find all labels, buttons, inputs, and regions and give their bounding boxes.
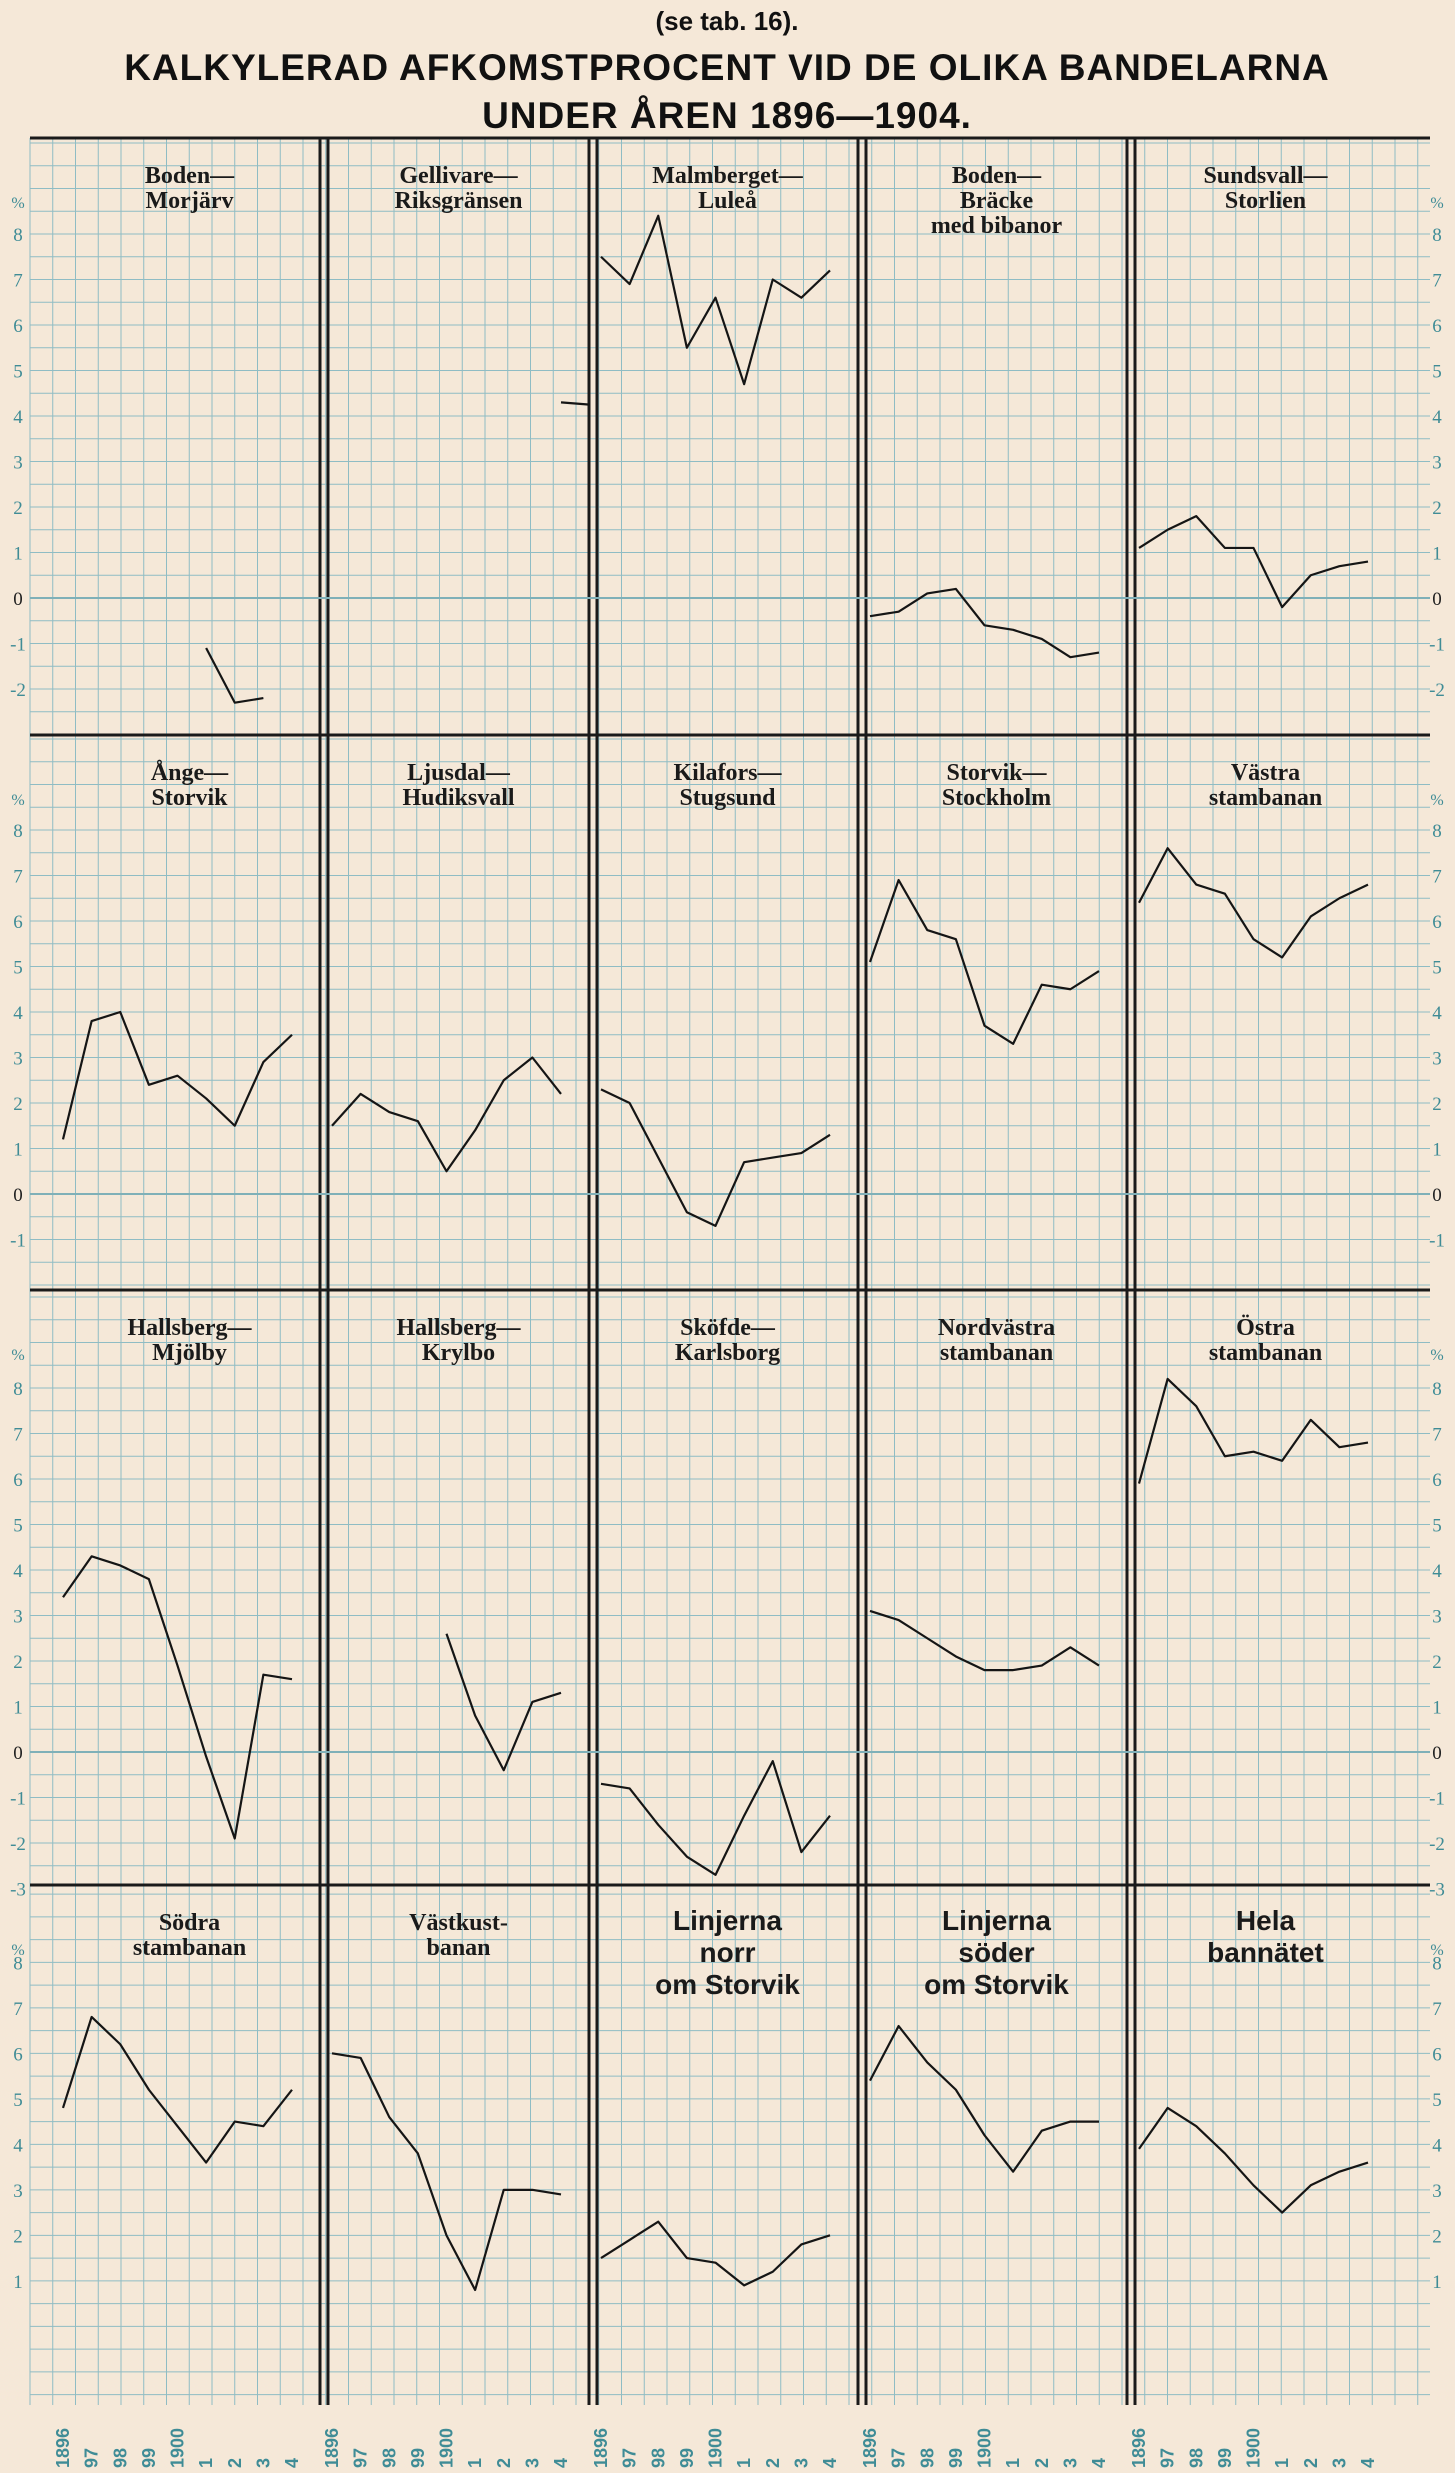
y-tick-label: 1 xyxy=(13,543,23,565)
x-tick-label: 98 xyxy=(110,2447,131,2468)
panel-title-line: söder xyxy=(958,1937,1035,1968)
grid-layer xyxy=(30,138,1430,2405)
y-tick-label: 1 xyxy=(13,1697,23,1719)
unit-label: % xyxy=(11,1942,25,1959)
panel-title-line: norr xyxy=(699,1937,756,1968)
y-tick-label: 1 xyxy=(1432,1139,1442,1161)
panel-title-line: Hudiksvall xyxy=(402,785,515,811)
y-tick-label: 6 xyxy=(1432,912,1442,933)
panel-title-line: Sundsvall— xyxy=(1203,163,1328,189)
y-tick-label: 4 xyxy=(13,1003,23,1024)
y-tick-label: 7 xyxy=(1432,1998,1442,2020)
y-tick-label: 3 xyxy=(13,2180,23,2202)
unit-label: % xyxy=(11,195,25,212)
y-tick-label: 7 xyxy=(13,1998,23,2020)
y-tick-label: 0 xyxy=(13,1743,23,1764)
y-tick-label: 8 xyxy=(13,225,23,246)
y-tick-label: 3 xyxy=(1432,452,1442,474)
y-tick-label: 4 xyxy=(1432,1003,1442,1024)
unit-label: % xyxy=(1430,195,1444,212)
x-tick-label: 1896 xyxy=(860,2427,880,2468)
x-tick-label: 1900 xyxy=(1243,2427,1264,2468)
y-tick-label: 2 xyxy=(13,1652,23,1673)
y-tick-label: 7 xyxy=(13,1424,23,1446)
panel-title-line: Storvik xyxy=(151,785,228,811)
y-tick-label: 3 xyxy=(13,1606,23,1628)
panel-title-line: bannätet xyxy=(1207,1937,1324,1968)
panel-title-line: om Storvik xyxy=(655,1969,800,2000)
x-tick-label: 99 xyxy=(407,2447,428,2468)
y-tick-label: 5 xyxy=(1432,1515,1442,1537)
x-tick-label: 4 xyxy=(551,2457,571,2468)
panel-title-line: Ljusdal— xyxy=(407,760,510,786)
panel-title-line: Hela xyxy=(1235,1905,1296,1936)
y-tick-label: 4 xyxy=(13,2135,23,2157)
x-tick-label: 1 xyxy=(1003,2457,1024,2468)
y-tick-label: -1 xyxy=(10,1788,26,1810)
y-tick-label: 5 xyxy=(13,2089,23,2111)
unit-label: % xyxy=(1430,1347,1444,1364)
panel-title-line: Nordvästra xyxy=(937,1315,1056,1341)
x-tick-label: 1 xyxy=(734,2457,755,2468)
y-tick-label: 3 xyxy=(1432,1606,1442,1628)
series-line xyxy=(1139,848,1368,957)
panel-title-line: Morjärv xyxy=(145,188,234,214)
y-tick-label: -1 xyxy=(1429,1230,1445,1252)
series-line xyxy=(332,2053,561,2290)
x-tick-label: 99 xyxy=(945,2447,966,2468)
y-tick-label: 8 xyxy=(1432,821,1442,842)
unit-label: % xyxy=(1430,1942,1444,1959)
panel-title-line: Stockholm xyxy=(941,785,1052,811)
y-tick-label: 7 xyxy=(1432,1424,1442,1446)
y-tick-label: 2 xyxy=(1432,1652,1442,1673)
x-tick-label: 99 xyxy=(676,2447,697,2468)
main-title-line-1: KALKYLERAD AFKOMSTPROCENT VID DE OLIKA BANDELARNA xyxy=(124,47,1330,88)
y-tick-label: 2 xyxy=(13,1094,23,1115)
x-tick-label: 1896 xyxy=(53,2427,73,2468)
series-line xyxy=(332,1058,561,1172)
panel-title-line: Södra xyxy=(158,1910,221,1936)
y-tick-label: -3 xyxy=(1429,1879,1445,1901)
panel-title-line: med bibanor xyxy=(930,213,1063,239)
y-tick-label: -1 xyxy=(10,1230,26,1252)
y-tick-label: 5 xyxy=(13,957,23,979)
panel-title-line: Hallsberg— xyxy=(396,1315,521,1341)
x-tick-label: 1 xyxy=(465,2457,486,2468)
panel-title-line: Kilafors— xyxy=(673,760,782,786)
x-tick-label: 97 xyxy=(888,2447,909,2468)
y-tick-label: 3 xyxy=(1432,2180,1442,2202)
series-line xyxy=(601,1089,830,1226)
x-tick-label: 2 xyxy=(1031,2457,1052,2468)
y-tick-label: 6 xyxy=(1432,316,1442,337)
y-tick-label: -1 xyxy=(1429,634,1445,656)
x-tick-label: 4 xyxy=(282,2457,302,2468)
y-tick-label: 0 xyxy=(1432,589,1442,610)
x-tick-label: 1900 xyxy=(167,2427,188,2468)
y-tick-label: 6 xyxy=(13,2044,23,2066)
x-tick-label: 3 xyxy=(253,2457,274,2468)
y-tick-label: 4 xyxy=(1432,1561,1442,1582)
y-tick-label: 1 xyxy=(1432,543,1442,565)
panel-title-line: Bräcke xyxy=(959,188,1034,214)
y-tick-label: 7 xyxy=(13,866,23,888)
y-tick-label: 0 xyxy=(1432,1185,1442,1206)
y-tick-label: 8 xyxy=(1432,1953,1442,1975)
x-tick-label: 1900 xyxy=(436,2427,457,2468)
series-line xyxy=(601,1761,830,1875)
x-tick-label: 98 xyxy=(648,2447,669,2468)
panel-title-line: stambanan xyxy=(1208,1340,1323,1366)
y-tick-label: 4 xyxy=(13,1561,23,1582)
panel-title-line: Krylbo xyxy=(421,1340,496,1366)
y-tick-label: 8 xyxy=(13,821,23,842)
x-tick-label: 98 xyxy=(917,2447,938,2468)
y-tick-label: 1 xyxy=(13,2271,23,2293)
y-tick-label: 1 xyxy=(1432,2271,1442,2293)
label-layer xyxy=(10,163,1445,2468)
panel-title-line: Hallsberg— xyxy=(127,1315,252,1341)
x-tick-label: 4 xyxy=(820,2457,840,2468)
x-tick-label: 2 xyxy=(762,2457,783,2468)
series-line xyxy=(601,216,830,384)
panel-title-line: Boden— xyxy=(144,163,235,189)
x-tick-label: 2 xyxy=(1300,2457,1321,2468)
y-tick-label: -1 xyxy=(10,634,26,656)
x-tick-label: 98 xyxy=(1186,2447,1207,2468)
series-line xyxy=(561,402,590,404)
series-line xyxy=(1139,1379,1368,1484)
unit-label: % xyxy=(1430,792,1444,809)
y-tick-label: -2 xyxy=(10,1834,26,1855)
y-tick-label: 1 xyxy=(13,1139,23,1161)
series-line xyxy=(870,589,1099,657)
panel-title-line: Stugsund xyxy=(679,785,776,811)
y-tick-label: 6 xyxy=(13,912,23,933)
y-tick-label: 0 xyxy=(1432,1743,1442,1764)
panel-title-line: Storlien xyxy=(1224,188,1307,214)
x-tick-label: 98 xyxy=(379,2447,400,2468)
y-tick-label: 7 xyxy=(1432,270,1442,292)
panel-title-line: stambanan xyxy=(132,1935,247,1961)
x-tick-label: 3 xyxy=(1060,2457,1081,2468)
panel-title-line: Västkust- xyxy=(409,1910,508,1936)
x-tick-label: 4 xyxy=(1089,2457,1109,2468)
y-tick-label: 7 xyxy=(1432,866,1442,888)
x-tick-label: 1 xyxy=(196,2457,217,2468)
y-tick-label: 5 xyxy=(13,1515,23,1537)
y-tick-label: 6 xyxy=(1432,1470,1442,1491)
x-tick-label: 97 xyxy=(619,2447,640,2468)
reference-note: (se tab. 16). xyxy=(655,6,799,36)
y-tick-label: 6 xyxy=(13,1470,23,1491)
x-tick-label: 97 xyxy=(350,2447,371,2468)
panel-title-line: banan xyxy=(426,1935,491,1961)
panel-title-line: stambanan xyxy=(939,1340,1054,1366)
series-line xyxy=(601,2222,830,2286)
y-tick-label: 2 xyxy=(1432,498,1442,519)
panel-title-line: Linjerna xyxy=(673,1905,782,1936)
y-tick-label: 8 xyxy=(1432,225,1442,246)
y-tick-label: 4 xyxy=(13,407,23,428)
y-tick-label: 7 xyxy=(13,270,23,292)
y-tick-label: 3 xyxy=(1432,1048,1442,1070)
x-tick-label: 1896 xyxy=(322,2427,342,2468)
x-tick-label: 99 xyxy=(138,2447,159,2468)
panel-title-line: Linjerna xyxy=(942,1905,1051,1936)
y-tick-label: 3 xyxy=(13,452,23,474)
y-tick-label: 5 xyxy=(13,361,23,383)
y-tick-label: 6 xyxy=(13,316,23,337)
y-tick-label: -2 xyxy=(10,680,26,701)
x-tick-label: 2 xyxy=(493,2457,514,2468)
y-tick-label: -3 xyxy=(10,1879,26,1901)
y-tick-label: 2 xyxy=(1432,2226,1442,2248)
y-tick-label: 3 xyxy=(13,1048,23,1070)
y-tick-label: -2 xyxy=(1429,1834,1445,1855)
y-tick-label: 5 xyxy=(1432,957,1442,979)
panel-title-line: Malmberget— xyxy=(652,163,803,189)
x-tick-label: 1900 xyxy=(705,2427,726,2468)
x-tick-label: 2 xyxy=(224,2457,245,2468)
y-tick-label: 5 xyxy=(1432,2089,1442,2111)
frame-layer xyxy=(30,138,1430,2405)
panel-title-line: om Storvik xyxy=(924,1969,1069,2000)
y-tick-label: 2 xyxy=(13,2226,23,2248)
panel-title-line: Mjölby xyxy=(152,1340,227,1366)
y-tick-label: 5 xyxy=(1432,361,1442,383)
y-tick-label: 6 xyxy=(1432,2044,1442,2066)
panel-title-line: Luleå xyxy=(698,188,757,214)
panel-title-line: Östra xyxy=(1236,1315,1295,1341)
x-tick-label: 1896 xyxy=(1129,2427,1149,2468)
x-tick-label: 99 xyxy=(1214,2447,1235,2468)
y-tick-label: 0 xyxy=(13,589,23,610)
x-tick-label: 1 xyxy=(1272,2457,1293,2468)
series-line xyxy=(1139,2108,1368,2213)
panel-title-line: Riksgränsen xyxy=(394,188,523,214)
x-tick-label: 1900 xyxy=(974,2427,995,2468)
unit-label: % xyxy=(11,1347,25,1364)
series-line xyxy=(870,880,1099,1044)
x-tick-label: 97 xyxy=(81,2447,102,2468)
panel-title-line: stambanan xyxy=(1208,785,1323,811)
panel-title-line: Boden— xyxy=(951,163,1042,189)
x-tick-label: 4 xyxy=(1358,2457,1378,2468)
panel-title-line: Gellivare— xyxy=(399,163,518,189)
unit-label: % xyxy=(11,792,25,809)
y-tick-label: 4 xyxy=(1432,2135,1442,2157)
y-tick-label: 4 xyxy=(1432,407,1442,428)
y-tick-label: -2 xyxy=(1429,680,1445,701)
x-tick-label: 3 xyxy=(791,2457,812,2468)
y-tick-label: 1 xyxy=(1432,1697,1442,1719)
panel-title-line: Storvik— xyxy=(946,760,1047,786)
x-tick-label: 1896 xyxy=(591,2427,611,2468)
x-tick-label: 3 xyxy=(1329,2457,1350,2468)
y-tick-label: 8 xyxy=(13,1953,23,1975)
x-tick-label: 3 xyxy=(522,2457,543,2468)
series-line xyxy=(447,1634,562,1771)
panel-title-line: Västra xyxy=(1230,760,1301,786)
y-tick-label: 2 xyxy=(1432,1094,1442,1115)
panel-title-line: Ånge— xyxy=(150,760,229,786)
y-tick-label: -1 xyxy=(1429,1788,1445,1810)
y-tick-label: 2 xyxy=(13,498,23,519)
main-title-line-2: UNDER ÅREN 1896—1904. xyxy=(482,95,972,136)
y-tick-label: 8 xyxy=(1432,1379,1442,1400)
y-tick-label: 0 xyxy=(13,1185,23,1206)
panel-title-line: Sköfde— xyxy=(680,1315,775,1341)
panel-title-line: Karlsborg xyxy=(674,1340,781,1366)
x-tick-label: 97 xyxy=(1157,2447,1178,2468)
y-tick-label: 8 xyxy=(13,1379,23,1400)
